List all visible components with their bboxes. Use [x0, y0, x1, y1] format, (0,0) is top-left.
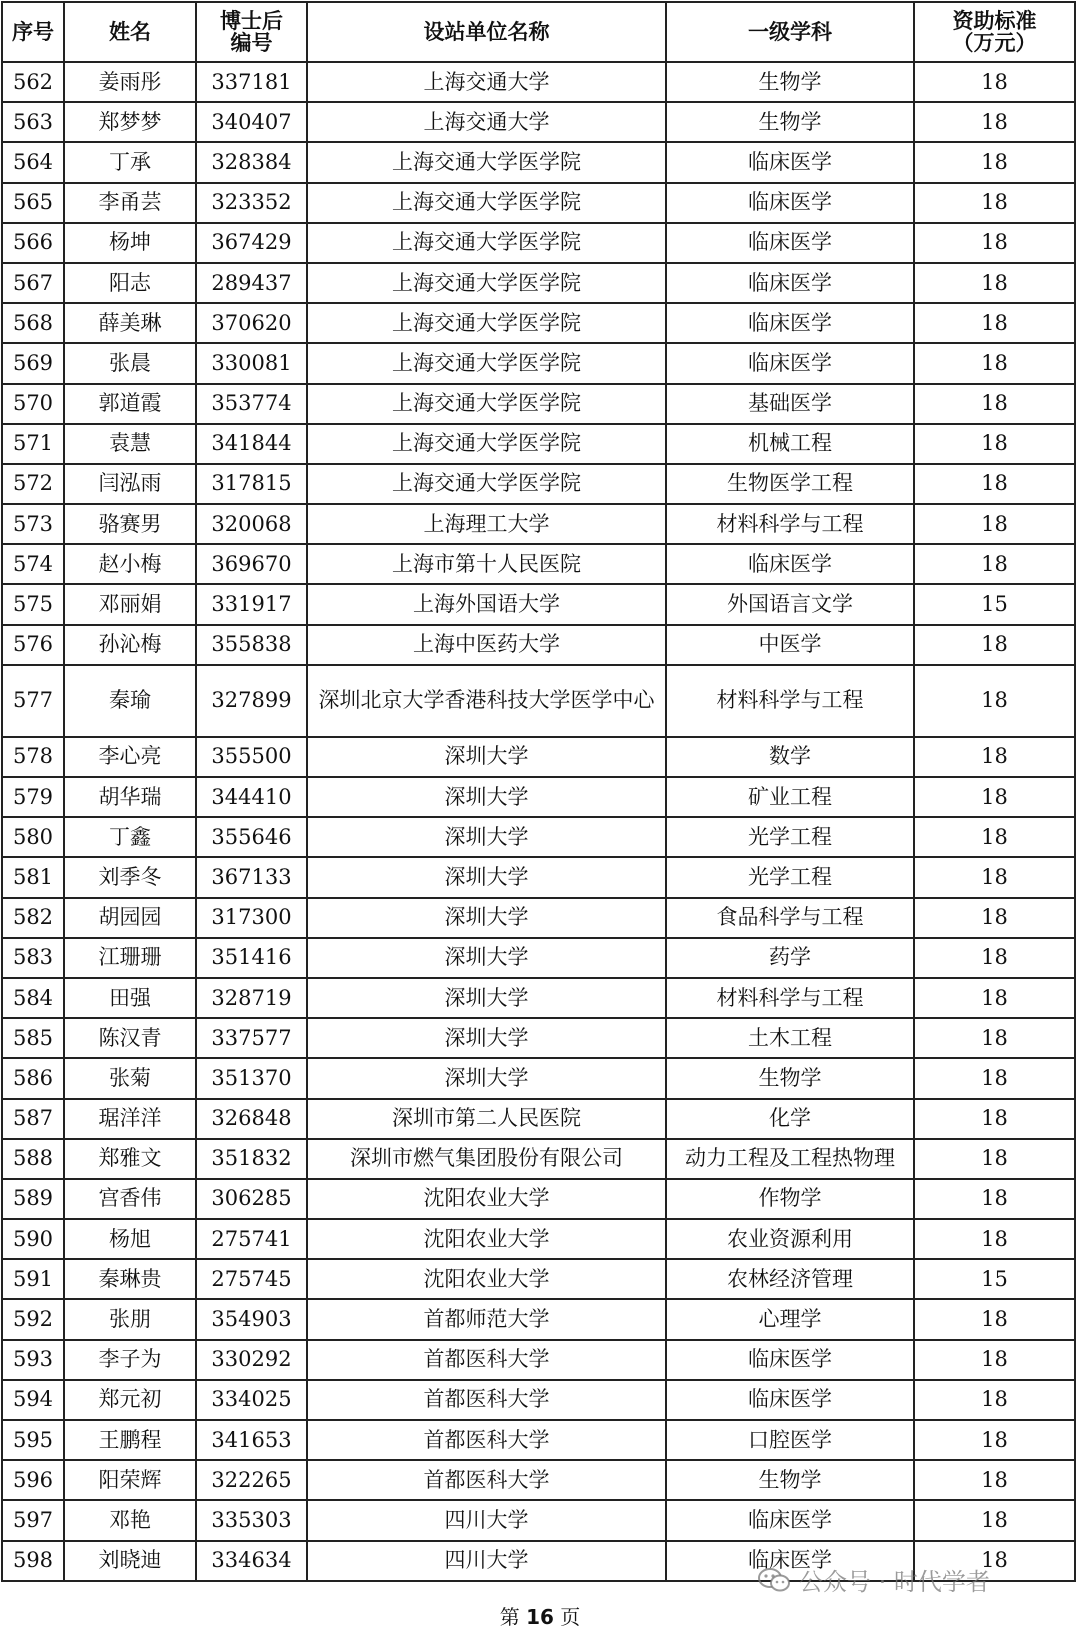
- cell-discipline: 临床医学: [666, 263, 914, 303]
- cell-discipline: 药学: [666, 938, 914, 978]
- table-row: [2, 1259, 1075, 1299]
- cell-seq: 571: [2, 424, 64, 464]
- page-prefix: 第: [499, 1605, 520, 1629]
- cell-name: 丁鑫: [64, 817, 196, 857]
- cell-postdoc-id: 275741: [196, 1219, 307, 1259]
- cell-institution: 深圳大学: [307, 1018, 666, 1058]
- cell-seq: 570: [2, 384, 64, 424]
- cell-seq: 591: [2, 1259, 64, 1299]
- cell-funding: 18: [914, 665, 1075, 737]
- cell-name: 杨旭: [64, 1219, 196, 1259]
- cell-discipline: 作物学: [666, 1179, 914, 1219]
- cell-discipline: 临床医学: [666, 1340, 914, 1380]
- cell-seq: 580: [2, 817, 64, 857]
- cell-seq: 573: [2, 504, 64, 544]
- cell-seq: 576: [2, 625, 64, 665]
- table-row: [2, 1420, 1075, 1460]
- cell-postdoc-id: 341653: [196, 1420, 307, 1460]
- cell-seq: 581: [2, 857, 64, 897]
- cell-institution: 深圳大学: [307, 737, 666, 777]
- cell-institution: 沈阳农业大学: [307, 1179, 666, 1219]
- cell-discipline: 中医学: [666, 625, 914, 665]
- cell-funding: 18: [914, 1340, 1075, 1380]
- table-row: [2, 142, 1075, 182]
- cell-postdoc-id: 320068: [196, 504, 307, 544]
- cell-seq: 566: [2, 223, 64, 263]
- cell-institution: 上海交通大学医学院: [307, 142, 666, 182]
- table-row: [2, 1299, 1075, 1339]
- cell-postdoc-id: 367429: [196, 223, 307, 263]
- table-row: [2, 504, 1075, 544]
- watermark-text: 公众号 · 时代学者: [799, 1568, 990, 1596]
- cell-seq: 589: [2, 1179, 64, 1219]
- cell-postdoc-id: 328384: [196, 142, 307, 182]
- cell-institution: 上海交通大学医学院: [307, 424, 666, 464]
- table-row: [2, 303, 1075, 343]
- page-number: 16: [526, 1605, 554, 1629]
- cell-seq: 586: [2, 1058, 64, 1098]
- table-row: [2, 584, 1075, 624]
- cell-institution: 上海交通大学医学院: [307, 223, 666, 263]
- cell-institution: 上海交通大学医学院: [307, 384, 666, 424]
- table-row: [2, 625, 1075, 665]
- cell-discipline: 心理学: [666, 1299, 914, 1339]
- cell-funding: 18: [914, 263, 1075, 303]
- table-row: [2, 62, 1075, 102]
- header-funding: 资助标准 （万元）: [914, 2, 1075, 62]
- cell-seq: 568: [2, 303, 64, 343]
- table-row: [2, 102, 1075, 142]
- cell-name: 张菊: [64, 1058, 196, 1098]
- cell-postdoc-id: 341844: [196, 424, 307, 464]
- table-row: [2, 1219, 1075, 1259]
- cell-name: 郑元初: [64, 1380, 196, 1420]
- cell-institution: 沈阳农业大学: [307, 1219, 666, 1259]
- cell-name: 闫泓雨: [64, 464, 196, 504]
- cell-postdoc-id: 330081: [196, 343, 307, 383]
- cell-funding: 18: [914, 625, 1075, 665]
- cell-name: 琚洋洋: [64, 1099, 196, 1139]
- cell-postdoc-id: 289437: [196, 263, 307, 303]
- table-row: [2, 263, 1075, 303]
- cell-funding: 18: [914, 978, 1075, 1018]
- cell-discipline: 临床医学: [666, 183, 914, 223]
- cell-seq: 577: [2, 665, 64, 737]
- cell-postdoc-id: 337181: [196, 62, 307, 102]
- cell-name: 阳志: [64, 263, 196, 303]
- cell-funding: 18: [914, 1139, 1075, 1179]
- cell-funding: 18: [914, 1500, 1075, 1540]
- cell-funding: 18: [914, 142, 1075, 182]
- cell-funding: 18: [914, 303, 1075, 343]
- page-suffix: 页: [560, 1605, 581, 1629]
- cell-funding: 18: [914, 898, 1075, 938]
- wechat-icon: [757, 1566, 791, 1594]
- cell-name: 李甬芸: [64, 183, 196, 223]
- cell-institution: 首都师范大学: [307, 1299, 666, 1339]
- cell-institution: 上海交通大学医学院: [307, 263, 666, 303]
- cell-discipline: 动力工程及工程热物理: [666, 1139, 914, 1179]
- cell-discipline: 临床医学: [666, 223, 914, 263]
- cell-postdoc-id: 275745: [196, 1259, 307, 1299]
- cell-institution: 深圳市燃气集团股份有限公司: [307, 1139, 666, 1179]
- cell-discipline: 临床医学: [666, 544, 914, 584]
- cell-institution: 上海外国语大学: [307, 584, 666, 624]
- cell-funding: 18: [914, 1058, 1075, 1098]
- cell-postdoc-id: 344410: [196, 777, 307, 817]
- cell-funding: 18: [914, 102, 1075, 142]
- cell-seq: 567: [2, 263, 64, 303]
- cell-discipline: 农业资源利用: [666, 1219, 914, 1259]
- cell-discipline: 材料科学与工程: [666, 978, 914, 1018]
- cell-name: 郭道霞: [64, 384, 196, 424]
- table-row: [2, 1500, 1075, 1540]
- cell-funding: 18: [914, 223, 1075, 263]
- cell-postdoc-id: 355646: [196, 817, 307, 857]
- cell-institution: 深圳大学: [307, 857, 666, 897]
- cell-funding: 18: [914, 1179, 1075, 1219]
- cell-postdoc-id: 317815: [196, 464, 307, 504]
- cell-funding: 18: [914, 1460, 1075, 1500]
- cell-seq: 587: [2, 1099, 64, 1139]
- cell-name: 郑梦梦: [64, 102, 196, 142]
- funding-list-sheet: [1, 1, 1074, 1582]
- table-row: [2, 384, 1075, 424]
- cell-postdoc-id: 340407: [196, 102, 307, 142]
- cell-name: 姜雨彤: [64, 62, 196, 102]
- cell-institution: 沈阳农业大学: [307, 1259, 666, 1299]
- cell-institution: 上海中医药大学: [307, 625, 666, 665]
- cell-seq: 594: [2, 1380, 64, 1420]
- table-row: [2, 1460, 1075, 1500]
- cell-institution: 深圳大学: [307, 817, 666, 857]
- cell-institution: 上海市第十人民医院: [307, 544, 666, 584]
- cell-name: 邓艳: [64, 1500, 196, 1540]
- cell-funding: 18: [914, 1420, 1075, 1460]
- cell-discipline: 光学工程: [666, 817, 914, 857]
- cell-seq: 565: [2, 183, 64, 223]
- cell-funding: 18: [914, 938, 1075, 978]
- cell-discipline: 临床医学: [666, 1380, 914, 1420]
- cell-discipline: 化学: [666, 1099, 914, 1139]
- cell-name: 刘晓迪: [64, 1541, 196, 1581]
- table-row: [2, 1018, 1075, 1058]
- table-row: [2, 898, 1075, 938]
- cell-funding: 18: [914, 817, 1075, 857]
- cell-seq: 575: [2, 584, 64, 624]
- cell-discipline: 食品科学与工程: [666, 898, 914, 938]
- cell-seq: 597: [2, 1500, 64, 1540]
- cell-funding: 18: [914, 1299, 1075, 1339]
- cell-institution: 上海理工大学: [307, 504, 666, 544]
- cell-institution: 四川大学: [307, 1541, 666, 1581]
- table-row: [2, 737, 1075, 777]
- cell-name: 李子为: [64, 1340, 196, 1380]
- cell-discipline: 基础医学: [666, 384, 914, 424]
- cell-postdoc-id: 327899: [196, 665, 307, 737]
- cell-seq: 596: [2, 1460, 64, 1500]
- table-row: [2, 1099, 1075, 1139]
- cell-discipline: 数学: [666, 737, 914, 777]
- table-row: [2, 1340, 1075, 1380]
- cell-institution: 上海交通大学医学院: [307, 343, 666, 383]
- cell-funding: 18: [914, 1380, 1075, 1420]
- table-row: [2, 978, 1075, 1018]
- cell-seq: 585: [2, 1018, 64, 1058]
- header-postdoc-id: 博士后 编号: [196, 2, 307, 62]
- cell-funding: 15: [914, 1259, 1075, 1299]
- cell-name: 郑雅文: [64, 1139, 196, 1179]
- cell-postdoc-id: 334634: [196, 1541, 307, 1581]
- cell-funding: 18: [914, 183, 1075, 223]
- cell-discipline: 生物学: [666, 102, 914, 142]
- table-row: [2, 777, 1075, 817]
- cell-institution: 首都医科大学: [307, 1340, 666, 1380]
- cell-name: 张朋: [64, 1299, 196, 1339]
- cell-postdoc-id: 367133: [196, 857, 307, 897]
- cell-institution: 上海交通大学: [307, 62, 666, 102]
- cell-funding: 18: [914, 384, 1075, 424]
- cell-seq: 579: [2, 777, 64, 817]
- cell-discipline: 光学工程: [666, 857, 914, 897]
- cell-postdoc-id: 323352: [196, 183, 307, 223]
- cell-institution: 首都医科大学: [307, 1420, 666, 1460]
- table-header-row: [2, 2, 1075, 62]
- cell-funding: 18: [914, 1219, 1075, 1259]
- cell-funding: 18: [914, 1099, 1075, 1139]
- cell-postdoc-id: 331917: [196, 584, 307, 624]
- cell-name: 李心亮: [64, 737, 196, 777]
- table-row: [2, 1179, 1075, 1219]
- cell-seq: 562: [2, 62, 64, 102]
- cell-institution: 深圳大学: [307, 1058, 666, 1098]
- cell-discipline: 生物学: [666, 62, 914, 102]
- cell-name: 孙沁梅: [64, 625, 196, 665]
- cell-funding: 18: [914, 1018, 1075, 1058]
- cell-postdoc-id: 335303: [196, 1500, 307, 1540]
- table-row: [2, 343, 1075, 383]
- cell-discipline: 临床医学: [666, 142, 914, 182]
- postdoc-funding-table: [1, 1, 1076, 1582]
- cell-name: 邓丽娟: [64, 584, 196, 624]
- cell-postdoc-id: 369670: [196, 544, 307, 584]
- table-row: [2, 938, 1075, 978]
- table-row: [2, 1380, 1075, 1420]
- cell-discipline: 材料科学与工程: [666, 504, 914, 544]
- cell-institution: 上海交通大学医学院: [307, 464, 666, 504]
- cell-postdoc-id: 370620: [196, 303, 307, 343]
- cell-funding: 18: [914, 464, 1075, 504]
- cell-discipline: 机械工程: [666, 424, 914, 464]
- cell-postdoc-id: 317300: [196, 898, 307, 938]
- cell-postdoc-id: 353774: [196, 384, 307, 424]
- cell-name: 王鹏程: [64, 1420, 196, 1460]
- cell-postdoc-id: 328719: [196, 978, 307, 1018]
- cell-institution: 首都医科大学: [307, 1380, 666, 1420]
- cell-funding: 18: [914, 62, 1075, 102]
- cell-name: 秦琳贵: [64, 1259, 196, 1299]
- cell-funding: 18: [914, 1541, 1075, 1581]
- table-row: [2, 464, 1075, 504]
- cell-seq: 592: [2, 1299, 64, 1339]
- table-row: [2, 223, 1075, 263]
- cell-funding: 18: [914, 343, 1075, 383]
- cell-discipline: 临床医学: [666, 343, 914, 383]
- header-name: 姓名: [64, 2, 196, 62]
- cell-institution: 深圳市第二人民医院: [307, 1099, 666, 1139]
- cell-name: 刘季冬: [64, 857, 196, 897]
- cell-name: 宫香伟: [64, 1179, 196, 1219]
- cell-funding: 15: [914, 584, 1075, 624]
- cell-discipline: 外国语言文学: [666, 584, 914, 624]
- cell-name: 薛美琳: [64, 303, 196, 343]
- cell-postdoc-id: 355500: [196, 737, 307, 777]
- cell-discipline: 临床医学: [666, 303, 914, 343]
- cell-discipline: 临床医学: [666, 1500, 914, 1540]
- cell-institution: 深圳大学: [307, 978, 666, 1018]
- cell-name: 张晨: [64, 343, 196, 383]
- cell-funding: 18: [914, 504, 1075, 544]
- cell-postdoc-id: 351416: [196, 938, 307, 978]
- cell-seq: 590: [2, 1219, 64, 1259]
- cell-funding: 18: [914, 737, 1075, 777]
- cell-discipline: 生物医学工程: [666, 464, 914, 504]
- cell-name: 陈汉青: [64, 1018, 196, 1058]
- cell-name: 江珊珊: [64, 938, 196, 978]
- cell-seq: 593: [2, 1340, 64, 1380]
- cell-postdoc-id: 330292: [196, 1340, 307, 1380]
- table-row: [2, 857, 1075, 897]
- cell-discipline: 临床医学: [666, 1541, 914, 1581]
- table-row: [2, 1139, 1075, 1179]
- cell-institution: 四川大学: [307, 1500, 666, 1540]
- cell-postdoc-id: 351370: [196, 1058, 307, 1098]
- cell-name: 田强: [64, 978, 196, 1018]
- cell-seq: 583: [2, 938, 64, 978]
- cell-seq: 574: [2, 544, 64, 584]
- page-footer: [0, 1601, 1080, 1630]
- cell-seq: 569: [2, 343, 64, 383]
- cell-institution: 上海交通大学: [307, 102, 666, 142]
- cell-seq: 595: [2, 1420, 64, 1460]
- cell-discipline: 土木工程: [666, 1018, 914, 1058]
- cell-name: 胡园园: [64, 898, 196, 938]
- table-row: [2, 424, 1075, 464]
- table-row: [2, 544, 1075, 584]
- cell-discipline: 生物学: [666, 1460, 914, 1500]
- cell-postdoc-id: 322265: [196, 1460, 307, 1500]
- cell-postdoc-id: 326848: [196, 1099, 307, 1139]
- watermark: [757, 1562, 990, 1597]
- cell-discipline: 口腔医学: [666, 1420, 914, 1460]
- cell-postdoc-id: 354903: [196, 1299, 307, 1339]
- cell-name: 秦瑜: [64, 665, 196, 737]
- cell-seq: 588: [2, 1139, 64, 1179]
- cell-name: 阳荣辉: [64, 1460, 196, 1500]
- cell-institution: 深圳北京大学香港科技大学医学中心: [307, 665, 666, 737]
- cell-seq: 563: [2, 102, 64, 142]
- cell-name: 袁慧: [64, 424, 196, 464]
- cell-institution: 上海交通大学医学院: [307, 183, 666, 223]
- cell-seq: 582: [2, 898, 64, 938]
- cell-postdoc-id: 355838: [196, 625, 307, 665]
- cell-funding: 18: [914, 424, 1075, 464]
- cell-institution: 上海交通大学医学院: [307, 303, 666, 343]
- header-institution: 设站单位名称: [307, 2, 666, 62]
- table-row: [2, 183, 1075, 223]
- cell-name: 骆赛男: [64, 504, 196, 544]
- header-discipline: 一级学科: [666, 2, 914, 62]
- cell-postdoc-id: 334025: [196, 1380, 307, 1420]
- cell-discipline: 生物学: [666, 1058, 914, 1098]
- table-body: [2, 62, 1075, 1581]
- cell-postdoc-id: 337577: [196, 1018, 307, 1058]
- cell-discipline: 材料科学与工程: [666, 665, 914, 737]
- cell-seq: 584: [2, 978, 64, 1018]
- header-seq: 序号: [2, 2, 64, 62]
- table-row: [2, 817, 1075, 857]
- cell-name: 杨坤: [64, 223, 196, 263]
- cell-funding: 18: [914, 857, 1075, 897]
- cell-institution: 首都医科大学: [307, 1460, 666, 1500]
- cell-postdoc-id: 306285: [196, 1179, 307, 1219]
- cell-seq: 598: [2, 1541, 64, 1581]
- cell-funding: 18: [914, 544, 1075, 584]
- cell-postdoc-id: 351832: [196, 1139, 307, 1179]
- cell-seq: 564: [2, 142, 64, 182]
- cell-seq: 572: [2, 464, 64, 504]
- cell-institution: 深圳大学: [307, 898, 666, 938]
- cell-funding: 18: [914, 777, 1075, 817]
- cell-discipline: 矿业工程: [666, 777, 914, 817]
- cell-name: 丁承: [64, 142, 196, 182]
- cell-name: 胡华瑞: [64, 777, 196, 817]
- cell-institution: 深圳大学: [307, 777, 666, 817]
- cell-seq: 578: [2, 737, 64, 777]
- table-row: [2, 665, 1075, 737]
- cell-institution: 深圳大学: [307, 938, 666, 978]
- table-row: [2, 1058, 1075, 1098]
- cell-discipline: 农林经济管理: [666, 1259, 914, 1299]
- cell-name: 赵小梅: [64, 544, 196, 584]
